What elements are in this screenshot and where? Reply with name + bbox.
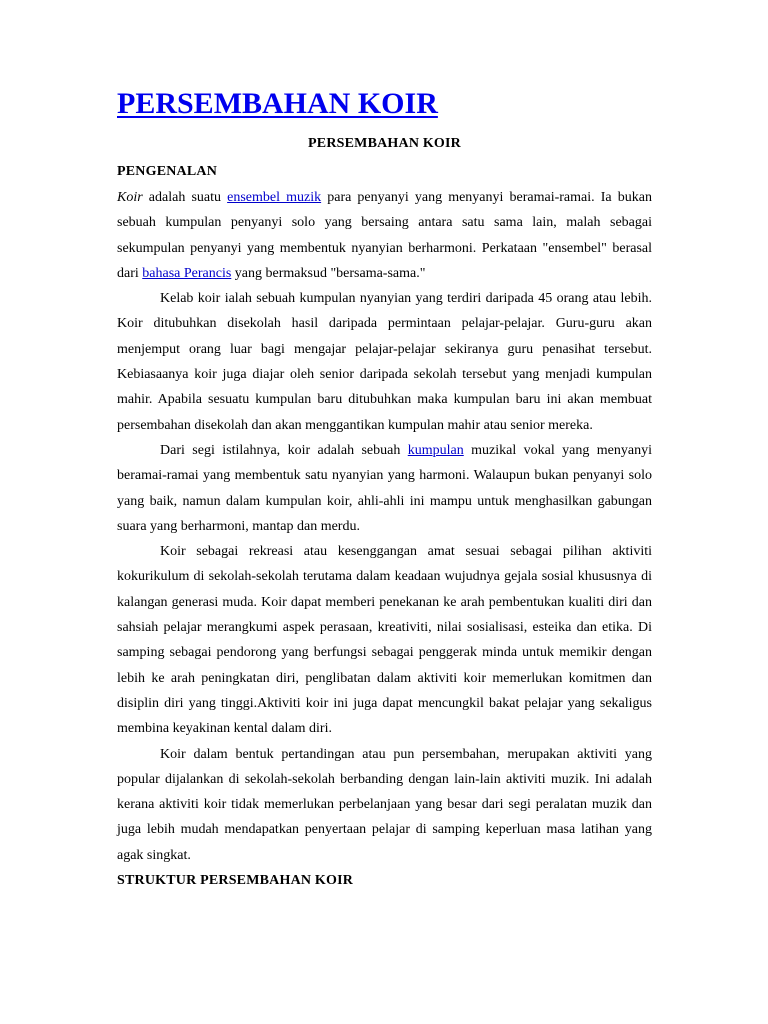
document-subtitle: PERSEMBAHAN KOIR	[308, 136, 461, 151]
paragraph-text: Dari segi istilahnya, koir adalah sebuah	[160, 442, 408, 458]
paragraph-text: adalah suatu	[142, 190, 228, 205]
paragraph-pertandingan: Koir dalam bentuk pertandingan atau pun persembahan, merupakan aktiviti yang popular dijalankan di sekolah-sekolah berbanding dengan lain-lain aktiviti muzik. Ini adalah kerana aktiviti koir tidak memerlukan perbelanjaan yang besar dari segi peralatan muzik dan juga lebih mudah mendapatkan penyertaan pelajar di samping keperluan masa latihan yang agak singkat.	[117, 746, 652, 863]
document-title-link[interactable]: PERSEMBAHAN KOIR	[117, 87, 438, 120]
link-kumpulan[interactable]: kumpulan	[407, 442, 464, 458]
paragraph-intro	[117, 185, 652, 286]
term-koir: Koir	[117, 190, 143, 205]
section-heading-intro: PENGENALAN	[117, 164, 218, 179]
paragraph-text: muzikal vokal yang menyanyi beramai-ramai yang membentuk satu nyanyian yang harmoni. Walaupun bukan penyanyi solo yang baik, namun dalam kumpulan koir, ahli-ahli ini mampu untuk menghasilkan gabungan suara yang berharmoni, mantap dan merdu.	[117, 442, 652, 534]
paragraph-text: para penyanyi yang menyanyi beramai-ramai. Ia bukan sebuah kumpulan penyanyi solo yang bersaing antara satu sama lain, malah sebagai sekumpulan penyanyi yang membentuk nyanyian berharmoni. Perkataan "ensembel" berasal dari	[117, 190, 652, 281]
paragraph-text: yang bermaksud "bersama-sama."	[231, 265, 426, 281]
link-bahasa-perancis[interactable]: bahasa Perancis	[142, 265, 232, 281]
section-heading-structure: STRUKTUR PERSEMBAHAN KOIR	[117, 873, 354, 889]
paragraph-istilah	[117, 438, 652, 539]
paragraph-kelab-koir: Kelab koir ialah sebuah kumpulan nyanyian yang terdiri daripada 45 orang atau lebih. Koir ditubuhkan disekolah hasil daripada permintaan pelajar-pelajar. Guru-guru akan menjemput orang luar bagi mengajar pelajar-pelajar sekiranya guru penasihat tersebut. Kebiasaanya koir juga diajar oleh senior daripada sekolah tersebut yang menjadi kumpulan mahir. Apabila sesuatu kumpulan baru ditubuhkan maka kumpulan baru ini akan membuat persembahan disekolah dan akan menggantikan kumpulan mahir atau senior mereka.	[117, 291, 652, 433]
paragraph-rekreasi: Koir sebagai rekreasi atau kesenggangan amat sesuai sebagai pilihan aktiviti kokurikulum di sekolah-sekolah terutama dalam keadaan wujudnya gejala sosial khususnya di kalangan generasi muda. Koir dapat memberi penekanan ke arah pembentukan kualiti diri dan sahsiah pelajar merangkumi aspek perasaan, kreativiti, nilai sosialisasi, esteika dan etika. Di samping sebagai pendorong yang berfungsi sebagai penggerak minda untuk memikir dengan lebih ke arah peningkatan diri, penglibatan dalam aktiviti koir memerlukan komitmen dan disiplin diri yang tinggi.Aktiviti koir ini juga dapat mencungkil bakat pelajar yang sekaligus membina keyakinan kental dalam diri.	[117, 544, 652, 737]
link-ensembel-muzik[interactable]: ensembel muzik	[227, 190, 322, 205]
